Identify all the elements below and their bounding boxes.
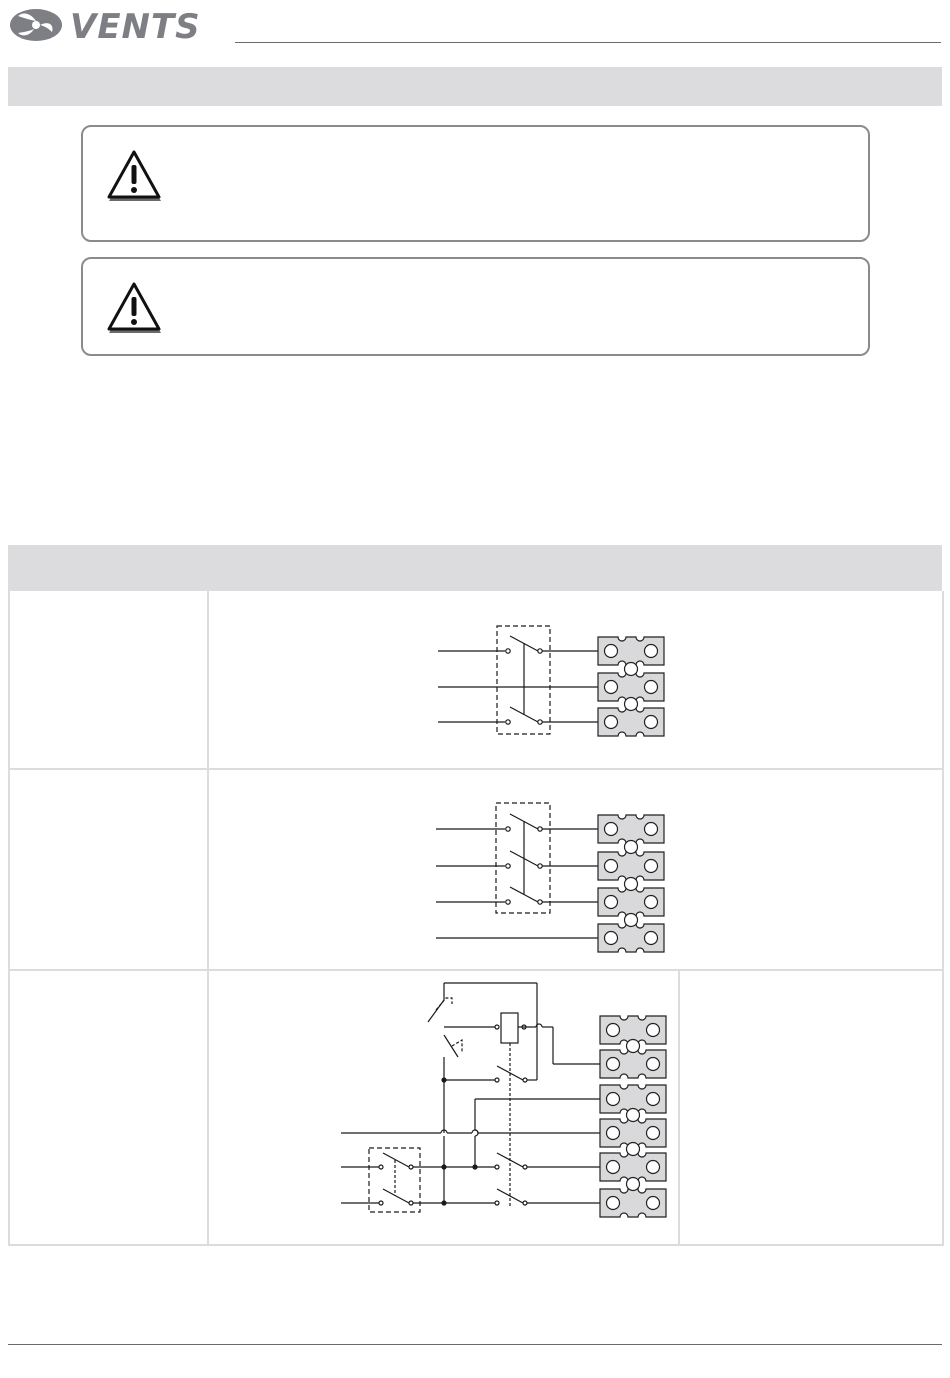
diagram-2pole-switch <box>438 626 598 734</box>
terminal-block-3 <box>600 1016 666 1217</box>
terminal-block-1 <box>598 637 664 736</box>
diagram-3pole-switch <box>436 803 598 938</box>
footer-rule <box>8 1344 942 1345</box>
diagram-relay-control <box>341 983 600 1212</box>
brand-wordmark: VENTS <box>70 7 201 47</box>
terminal-block-2 <box>598 815 664 952</box>
